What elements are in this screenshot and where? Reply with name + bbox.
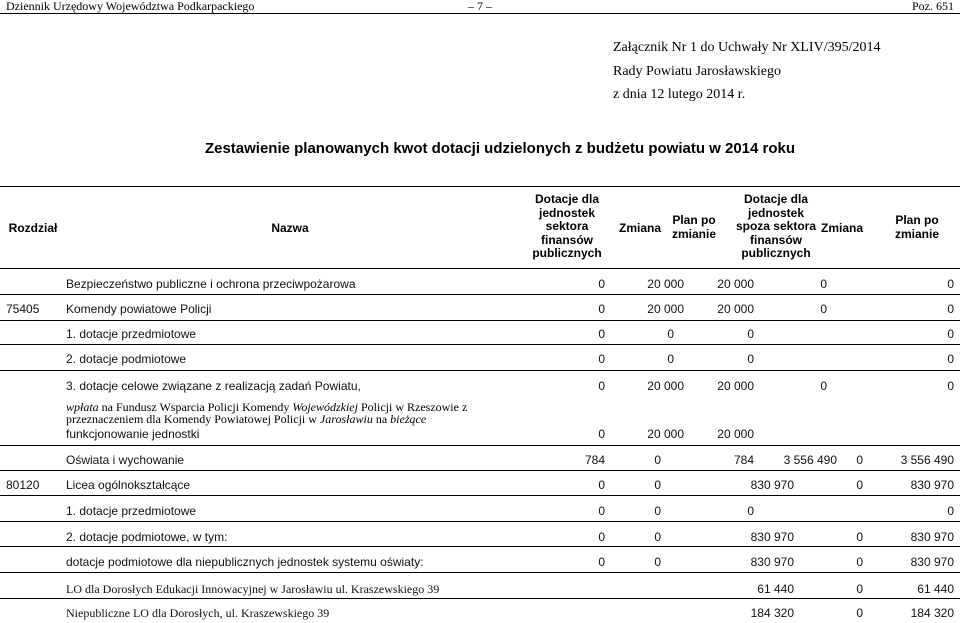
- header-bottom-rule: [0, 268, 960, 269]
- appendix-line-1: Załącznik Nr 1 do Uchwały Nr XLIV/395/2014: [613, 40, 881, 55]
- row-value: 0: [598, 352, 605, 366]
- row-value: 0: [598, 427, 605, 441]
- row-name: Komendy powiatowe Policji: [66, 302, 212, 316]
- row-rule: [0, 320, 960, 321]
- row-name: 1. dotacje przedmiotowe: [66, 504, 197, 518]
- row-value: 20 000: [717, 427, 754, 441]
- row-value: 0: [654, 555, 661, 569]
- row-value: 20 000: [717, 302, 754, 316]
- appendix-line-3: z dnia 12 lutego 2014 r.: [613, 87, 746, 102]
- row-name: LO dla Dorosłych Edukacji Innowacyjnej w Jarosławiu ul. Kraszewskiego 39: [66, 582, 440, 596]
- col-header-plan-1: Plan po zmianie: [671, 213, 716, 241]
- row-value: 0: [598, 379, 605, 393]
- row-rule: [0, 521, 960, 522]
- row-value: 20 000: [717, 379, 754, 393]
- row-name: dotacje podmiotowe dla niepublicznych jednostek systemu oświaty:: [66, 555, 424, 569]
- row-value: 0: [598, 555, 605, 569]
- row-rule: [0, 572, 960, 573]
- row-value: 0: [947, 302, 954, 316]
- row-value: 3 556 490: [783, 453, 837, 467]
- row-rule: [0, 598, 960, 599]
- col-header-dotacje-sektora: Dotacje dla jednostek sektora finansów publicznych: [532, 192, 602, 260]
- row-name: 1. dotacje przedmiotowe: [66, 327, 197, 341]
- col-header-nazwa: Nazwa: [271, 221, 309, 235]
- row-value: 0: [747, 352, 754, 366]
- row-name: Bezpieczeństwo publiczne i ochrona przeciwpożarowa: [66, 277, 356, 291]
- row-value: 0: [667, 352, 674, 366]
- row-note-text: wpłata na Fundusz Wsparcia Policji Komendy Wojewódzkiej Policji w Rzeszowie z przeznaczeniem dla Komendy Powiatowej Policji w Jarosławiu na bieżące: [66, 400, 468, 426]
- row-value: 0: [856, 530, 863, 544]
- col-header-rozdzial: Rozdział: [8, 221, 58, 235]
- row-value: 0: [820, 379, 827, 393]
- col-header-dotacje-spoza: Dotacje dla jednostek spoza sektora finansów publicznych: [735, 192, 817, 260]
- row-value: 0: [747, 327, 754, 341]
- row-value: 0: [947, 352, 954, 366]
- row-value: 0: [856, 606, 863, 620]
- row-value: 0: [856, 555, 863, 569]
- row-value: 0: [947, 379, 954, 393]
- row-value: 830 970: [750, 555, 794, 569]
- row-value: 0: [856, 453, 863, 467]
- row-value: 830 970: [910, 530, 954, 544]
- row-rule: [0, 445, 960, 446]
- row-name: 2. dotacje podmiotowe: [66, 352, 187, 366]
- row-code: 75405: [6, 302, 40, 316]
- row-value: 784: [733, 453, 754, 467]
- row-value: 830 970: [910, 555, 954, 569]
- table-top-rule: [0, 186, 960, 187]
- page-header: [0, 0, 960, 14]
- row-value: 830 970: [750, 478, 794, 492]
- row-value: 20 000: [717, 277, 754, 291]
- row-rule: [0, 344, 960, 345]
- row-value: 20 000: [647, 302, 684, 316]
- row-value: 184 320: [750, 606, 794, 620]
- appendix-line-2: Rady Powiatu Jarosławskiego: [613, 63, 781, 79]
- row-rule: [0, 546, 960, 547]
- row-name: Licea ogólnokształcące: [66, 478, 191, 492]
- row-value: 0: [598, 504, 605, 518]
- row-value: 0: [820, 302, 827, 316]
- row-name: 2. dotacje podmiotowe, w tym:: [66, 530, 228, 544]
- row-value: 0: [598, 327, 605, 341]
- col-header-plan-2: Plan po zmianie: [894, 213, 939, 241]
- row-value: 0: [598, 277, 605, 291]
- row-value: 0: [856, 582, 863, 596]
- row-value: 0: [856, 478, 863, 492]
- position-number: Poz. 651: [912, 0, 954, 13]
- row-value: 0: [654, 453, 661, 467]
- row-value: 0: [667, 327, 674, 341]
- row-value: 184 320: [910, 606, 954, 620]
- appendix-block: [613, 36, 880, 107]
- row-value: 0: [947, 504, 954, 518]
- row-value: 61 440: [917, 582, 954, 596]
- row-name: Oświata i wychowanie: [66, 453, 185, 467]
- col-header-zmiana-2: Zmiana: [820, 221, 863, 235]
- row-value: 0: [947, 327, 954, 341]
- page-number: – 7 –: [468, 0, 492, 13]
- row-value: 830 970: [750, 530, 794, 544]
- row-value: 61 440: [757, 582, 794, 596]
- row-value: 0: [947, 277, 954, 291]
- row-value: 3 556 490: [900, 453, 954, 467]
- row-code: 80120: [6, 478, 40, 492]
- row-value: 0: [598, 530, 605, 544]
- row-value: 0: [747, 504, 754, 518]
- row-name: funkcjonowanie jednostki: [66, 427, 200, 441]
- row-name: Niepubliczne LO dla Dorosłych, ul. Kraszewskiego 39: [66, 606, 330, 620]
- row-value: 0: [598, 302, 605, 316]
- journal-name: Dziennik Urzędowy Województwa Podkarpackiego: [6, 0, 255, 13]
- row-value: 20 000: [647, 379, 684, 393]
- row-value: 830 970: [910, 478, 954, 492]
- row-rule: [0, 294, 960, 295]
- row-name: 3. dotacje celowe związane z realizacją zadań Powiatu,: [66, 379, 361, 393]
- row-value: 0: [654, 530, 661, 544]
- row-value: 0: [598, 478, 605, 492]
- row-value: 20 000: [647, 427, 684, 441]
- row-rule: [0, 470, 960, 471]
- row-value: 0: [654, 504, 661, 518]
- document-title: Zestawienie planowanych kwot dotacji udzielonych z budżetu powiatu w 2014 roku: [204, 140, 796, 157]
- row-rule: [0, 495, 960, 496]
- col-header-zmiana-1: Zmiana: [618, 221, 661, 235]
- row-value: 0: [654, 478, 661, 492]
- row-value: 0: [820, 277, 827, 291]
- row-value: 784: [584, 453, 605, 467]
- row-rule: [0, 370, 960, 371]
- row-value: 20 000: [647, 277, 684, 291]
